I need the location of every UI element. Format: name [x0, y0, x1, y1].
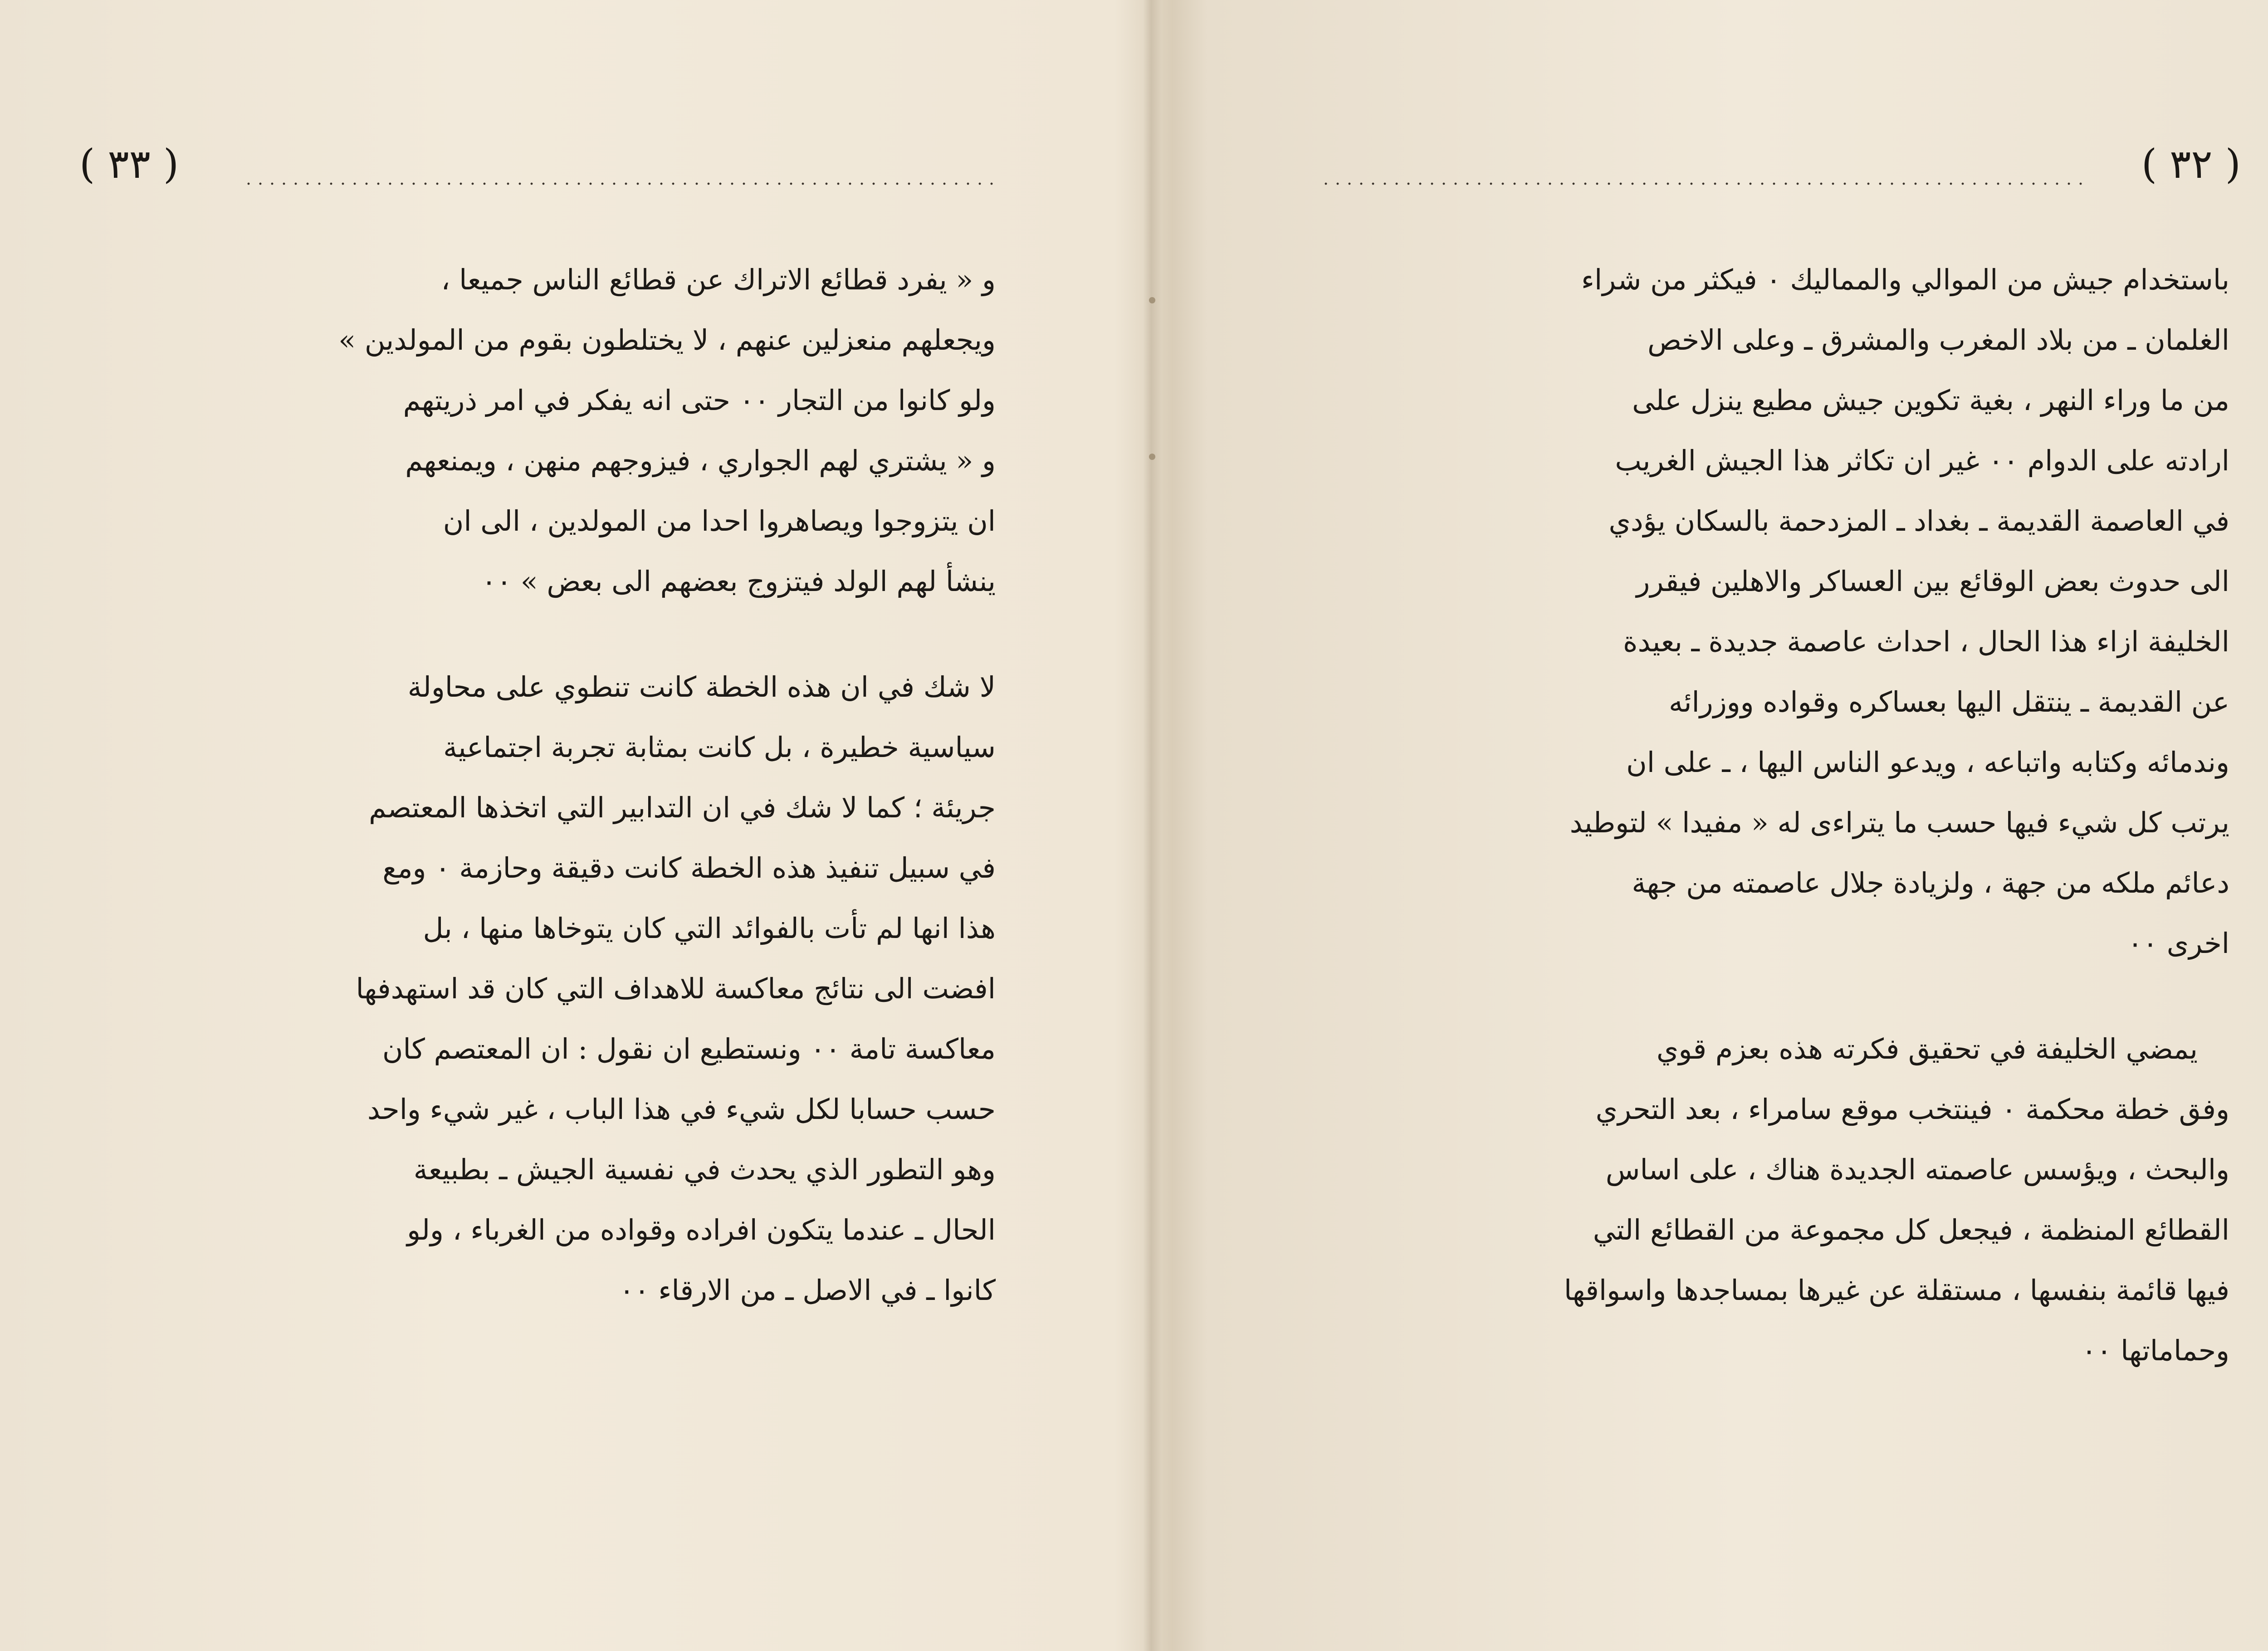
text-line: ولو كانوا من التجار ٠٠ حتى انه يفكر في امر ذريتهم: [403, 384, 996, 417]
text-line: وهو التطور الذي يحدث في نفسية الجيش ـ بطبيعة: [413, 1153, 996, 1186]
text-line: الغلمان ـ من بلاد المغرب والمشرق ـ وعلى الاخص: [1647, 323, 2229, 357]
paragraph: [1313, 249, 2229, 973]
text-line: الى حدوث بعض الوقائع بين العساكر والاهلين فيقرر: [1636, 565, 2229, 598]
text-line: ينشأ لهم الولد فيتزوج بعضهم الى بعض » ٠٠: [481, 565, 996, 598]
text-line: اخرى ٠٠: [2127, 927, 2229, 960]
text-line: جريئة ؛ كما لا شك في ان التدابير التي اتخذها المعتصم: [369, 791, 996, 824]
text-line: معاكسة تامة ٠٠ ونستطيع ان نقول : ان المعتصم كان: [382, 1032, 996, 1065]
right-page-header: [1320, 141, 2241, 195]
text-line: عن القديمة ـ ينتقل اليها بعساكره وقواده ووزرائه: [1669, 685, 2229, 718]
text-line: الخليفة ازاء هذا الحال ، احداث عاصمة جديدة ـ بعيدة: [1623, 625, 2229, 658]
paragraph: [88, 249, 996, 611]
text-line: ارادته على الدوام ٠٠ غير ان تكاثر هذا الجيش الغريب: [1615, 444, 2229, 477]
text-line: يمضي الخليفة في تحقيق فكرته هذه بعزم قوي: [1656, 1032, 2198, 1065]
text-line: و « يفرد قطائع الاتراك عن قطائع الناس جميعا ،: [441, 263, 996, 296]
text-line: في العاصمة القديمة ـ بغداد ـ المزدحمة بالسكان يؤدي: [1608, 504, 2229, 537]
text-line: لا شك في ان هذه الخطة كانت تنطوي على محاولة: [407, 670, 996, 703]
right-page-body: [1313, 249, 2229, 1381]
text-line: من ما وراء النهر ، بغية تكوين جيش مطيع ينزل على: [1632, 384, 2229, 417]
text-line: باستخدام جيش من الموالي والمماليك ٠ فيكثر من شراء: [1581, 263, 2229, 296]
text-line: والبحث ، ويؤسس عاصمته الجديدة هناك ، على اساس: [1605, 1153, 2229, 1186]
left-page-header: [79, 141, 1000, 195]
text-line: وندمائه وكتابه واتباعه ، ويدعو الناس اليها ، ـ على ان: [1626, 746, 2229, 779]
text-line: كانوا ـ في الاصل ـ من الارقاء ٠٠: [619, 1274, 996, 1307]
paragraph: [1313, 1019, 2229, 1381]
header-dotted-rule: [243, 182, 1000, 185]
text-line: سياسية خطيرة ، بل كانت بمثابة تجربة اجتماعية: [443, 731, 996, 764]
text-line: هذا انها لم تأت بالفوائد التي كان يتوخاها منها ، بل: [423, 912, 996, 945]
left-page-body: [88, 249, 996, 1320]
text-line: في سبيل تنفيذ هذه الخطة كانت دقيقة وحازمة ٠ ومع: [382, 851, 996, 884]
left-page-number: ( ٣٣ ): [79, 141, 179, 187]
text-line: ويجعلهم منعزلين عنهم ، لا يختلطون بقوم من المولدين »: [338, 323, 996, 357]
text-line: وحماماتها ٠٠: [2081, 1334, 2229, 1367]
text-line: و « يشتري لهم الجواري ، فيزوجهم منهن ، ويمنعهم: [405, 444, 996, 477]
text-line: فيها قائمة بنفسها ، مستقلة عن غيرها بمساجدها واسواقها: [1564, 1274, 2229, 1307]
text-line: وفق خطة محكمة ٠ فينتخب موقع سامراء ، بعد التحري: [1595, 1093, 2229, 1126]
text-line: ان يتزوجوا ويصاهروا احدا من المولدين ، الى ان: [443, 504, 996, 537]
text-line: يرتب كل شيء فيها حسب ما يتراءى له « مفيدا » لتوطيد: [1569, 806, 2229, 839]
text-line: الحال ـ عندما يتكون افراده وقواده من الغرباء ، ولو: [407, 1213, 996, 1246]
text-line: دعائم ملكه من جهة ، ولزيادة جلال عاصمته من جهة: [1632, 866, 2229, 899]
right-page-number: ( ٣٢ ): [2141, 141, 2241, 187]
text-line: حسب حسابا لكل شيء في هذا الباب ، غير شيء واحد: [367, 1093, 996, 1126]
header-dotted-rule: [1320, 182, 2087, 185]
paragraph: [88, 657, 996, 1320]
right-page: [1161, 0, 2268, 1651]
text-line: القطائع المنظمة ، فيجعل كل مجموعة من القطائع التي: [1593, 1213, 2229, 1246]
text-line: افضت الى نتائج معاكسة للاهداف التي كان قد استهدفها: [356, 972, 996, 1005]
